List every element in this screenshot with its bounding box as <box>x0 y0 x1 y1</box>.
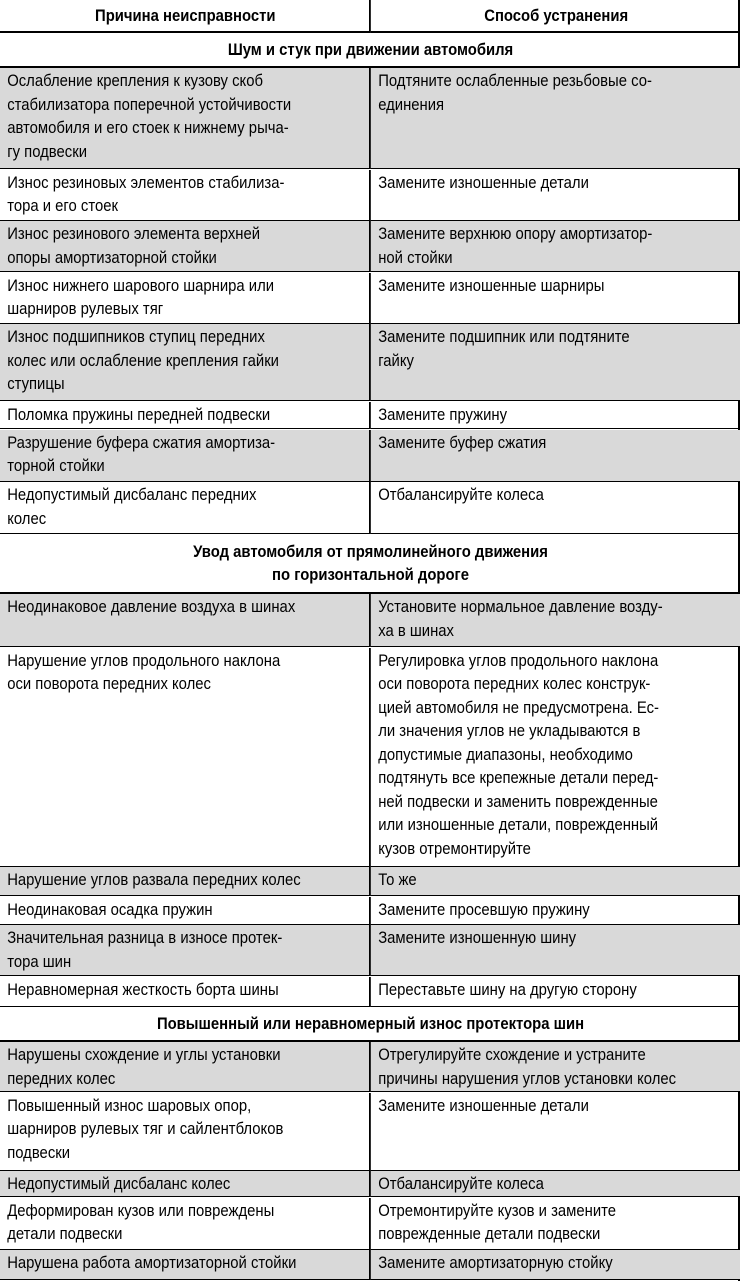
remedy-cell: Переставьте шину на другую сторону <box>371 977 740 1007</box>
cause-cell: Износ подшипников ступиц передних колес или ослабление крепления гайки ступицы <box>0 324 371 401</box>
cause-cell: Нарушены схождение и углы установки передних колес <box>0 1042 371 1092</box>
remedy-cell: Замените пружину <box>371 402 740 429</box>
cause-cell: Значительная разница в износе протек- тора шин <box>0 925 371 976</box>
cause-cell: Повышенный износ шаровых опор, шарниров рулевых тяг и сайлентблоков подвески <box>0 1093 371 1171</box>
cause-cell: Неравномерная жесткость борта шины <box>0 977 371 1007</box>
remedy-cell: Замените буфер сжатия <box>371 430 740 482</box>
cause-cell: Неодинаковое давление воздуха в шинах <box>0 594 371 647</box>
remedy-cell: Отремонтируйте кузов и замените поврежденные детали подвески <box>371 1198 740 1250</box>
header-cause: Причина неисправности <box>0 0 371 33</box>
cause-cell: Недопустимый дисбаланс передних колес <box>0 482 371 534</box>
cause-cell: Недопустимый дисбаланс колес <box>0 1171 371 1197</box>
remedy-cell: Замените изношенные шарниры <box>371 273 740 324</box>
remedy-cell: Замените изношенные детали <box>371 1093 740 1171</box>
cause-cell: Разрушение буфера сжатия амортиза- торной стойки <box>0 430 371 482</box>
remedy-cell: Отрегулируйте схождение и устраните причины нарушения углов установки колес <box>371 1042 740 1092</box>
cause-cell: Износ резинового элемента верхней опоры амортизаторной стойки <box>0 221 371 272</box>
section-title: Шум и стук при движении автомобиля <box>0 34 739 68</box>
header-remedy: Способ устранения <box>371 0 740 33</box>
section-title: Увод автомобиля от прямолинейного движения по горизонтальной дороге <box>0 535 739 594</box>
remedy-cell: Отбалансируйте колеса <box>371 1171 740 1197</box>
cause-cell: Нарушение углов развала передних колес <box>0 867 371 896</box>
remedy-cell: Установите нормальное давление возду- ха в шинах <box>371 594 740 647</box>
cause-cell: Деформирован кузов или повреждены детали подвески <box>0 1198 371 1250</box>
remedy-cell: Отбалансируйте колеса <box>371 482 740 534</box>
remedy-cell: Замените просевшую пружину <box>371 897 740 925</box>
remedy-cell: Подтяните ослабленные резьбовые со- единения <box>371 68 740 169</box>
cause-cell: Износ резиновых элементов стабилиза- тора и его стоек <box>0 170 371 221</box>
remedy-cell: Замените верхнюю опору амортизатор- ной стойки <box>371 221 740 272</box>
remedy-cell: Замените амортизаторную стойку <box>371 1250 740 1280</box>
cause-cell: Поломка пружины передней подвески <box>0 402 371 429</box>
cause-cell: Нарушена работа амортизаторной стойки <box>0 1250 371 1280</box>
remedy-cell: То же <box>371 867 740 896</box>
remedy-cell: Замените изношенные детали <box>371 170 740 221</box>
remedy-cell: Замените изношенную шину <box>371 925 740 976</box>
remedy-cell: Замените подшипник или подтяните гайку <box>371 324 740 401</box>
cause-cell: Неодинаковая осадка пружин <box>0 897 371 925</box>
cause-cell: Износ нижнего шарового шарнира или шарниров рулевых тяг <box>0 273 371 324</box>
cause-cell: Нарушение углов продольного наклона оси поворота передних колес <box>0 648 371 867</box>
cause-cell: Ослабление крепления к кузову скоб стабилизатора поперечной устойчивости автомобиля и его стоек к нижнему рыча- гу подвески <box>0 68 371 169</box>
section-title: Повышенный или неравномерный износ протектора шин <box>0 1008 739 1042</box>
remedy-cell: Регулировка углов продольного наклона оси поворота передних колес конструк- цией автомобиля не предусмотрена. Ес- ли значения углов не укладываются в допустимые диапазоны, необходимо подтянуть все крепежные детали перед- ней подвески и заменить поврежденные или изношенные детали, поврежденный кузов отремонтируйте <box>371 648 740 867</box>
